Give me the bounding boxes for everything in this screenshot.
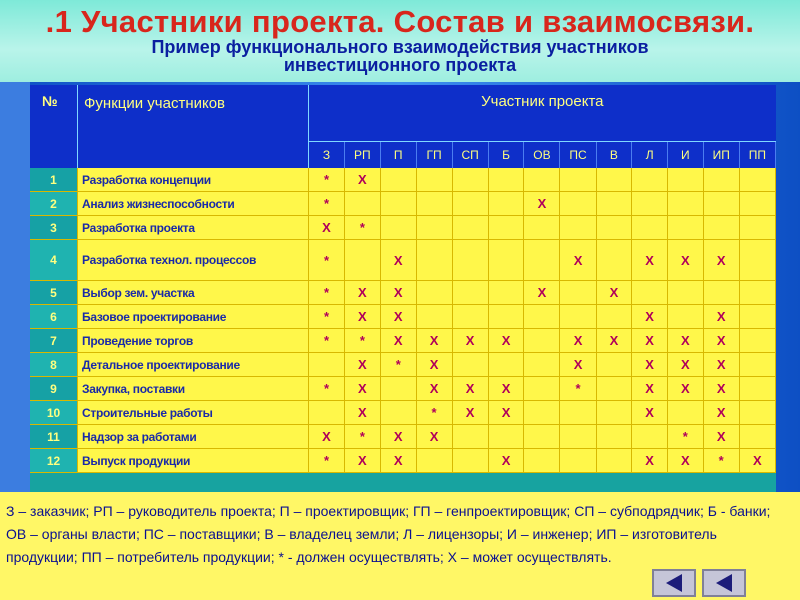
role-cell xyxy=(452,353,488,377)
role-cell xyxy=(452,305,488,329)
role-cell: Х xyxy=(703,329,739,353)
role-cell: Х xyxy=(452,401,488,425)
row-number: 12 xyxy=(30,449,78,473)
role-cell xyxy=(488,240,524,281)
role-cell xyxy=(739,353,775,377)
role-cell: Х xyxy=(632,329,668,353)
role-cell xyxy=(524,216,560,240)
role-cell xyxy=(452,192,488,216)
table-row xyxy=(30,401,776,425)
role-cell: Х xyxy=(703,240,739,281)
role-cell: * xyxy=(309,168,345,192)
role-cell: Х xyxy=(667,240,703,281)
role-cell: Х xyxy=(380,240,416,281)
role-cell: Х xyxy=(344,305,380,329)
role-cell xyxy=(452,240,488,281)
role-cell: * xyxy=(344,425,380,449)
role-cell: Х xyxy=(739,449,775,473)
role-cell xyxy=(739,216,775,240)
table-header-row xyxy=(30,85,776,142)
participant-code: В xyxy=(596,142,632,169)
role-cell: Х xyxy=(416,353,452,377)
role-cell: Х xyxy=(344,377,380,401)
role-cell: Х xyxy=(703,353,739,377)
row-number: 2 xyxy=(30,192,78,216)
table-row xyxy=(30,240,776,281)
role-cell: Х xyxy=(667,329,703,353)
role-cell xyxy=(667,401,703,425)
role-cell: Х xyxy=(632,305,668,329)
role-cell: Х xyxy=(488,449,524,473)
row-function: Закупка, поставки xyxy=(78,377,309,401)
participants-table-wrap xyxy=(30,85,776,495)
role-cell: Х xyxy=(632,240,668,281)
table-row xyxy=(30,168,776,192)
role-cell xyxy=(452,216,488,240)
role-cell: Х xyxy=(416,425,452,449)
role-cell: Х xyxy=(488,329,524,353)
participant-code: ОВ xyxy=(524,142,560,169)
role-cell xyxy=(667,216,703,240)
participant-code: И xyxy=(667,142,703,169)
role-cell: Х xyxy=(667,377,703,401)
role-cell xyxy=(596,305,632,329)
participant-code: П xyxy=(380,142,416,169)
header-num: № xyxy=(30,85,78,168)
role-cell: Х xyxy=(632,401,668,425)
role-cell xyxy=(560,168,596,192)
role-cell xyxy=(703,216,739,240)
role-cell: Х xyxy=(416,329,452,353)
table-row xyxy=(30,216,776,240)
role-cell: Х xyxy=(344,281,380,305)
role-cell xyxy=(632,192,668,216)
table-row xyxy=(30,305,776,329)
role-cell: Х xyxy=(380,281,416,305)
role-cell: Х xyxy=(380,425,416,449)
role-cell: Х xyxy=(524,281,560,305)
role-cell xyxy=(416,168,452,192)
role-cell: Х xyxy=(309,216,345,240)
role-cell xyxy=(739,425,775,449)
role-cell xyxy=(739,192,775,216)
table-row xyxy=(30,425,776,449)
role-cell xyxy=(596,377,632,401)
role-cell: Х xyxy=(380,305,416,329)
participant-code: СП xyxy=(452,142,488,169)
role-cell xyxy=(632,168,668,192)
role-cell xyxy=(560,192,596,216)
role-cell: Х xyxy=(380,329,416,353)
role-cell: Х xyxy=(560,329,596,353)
role-cell: Х xyxy=(344,401,380,425)
role-cell xyxy=(488,281,524,305)
row-number: 4 xyxy=(30,240,78,281)
row-function: Детальное проектирование xyxy=(78,353,309,377)
table-row xyxy=(30,377,776,401)
role-cell xyxy=(632,281,668,305)
role-cell: * xyxy=(703,449,739,473)
row-function: Надзор за работами xyxy=(78,425,309,449)
participant-code: ИП xyxy=(703,142,739,169)
role-cell xyxy=(739,240,775,281)
role-cell: * xyxy=(344,329,380,353)
row-function: Строительные работы xyxy=(78,401,309,425)
role-cell: * xyxy=(309,240,345,281)
role-cell: Х xyxy=(344,168,380,192)
role-cell xyxy=(524,425,560,449)
slide-subtitle xyxy=(0,38,800,74)
role-cell xyxy=(416,449,452,473)
role-cell xyxy=(524,401,560,425)
role-cell: * xyxy=(667,425,703,449)
role-cell xyxy=(560,425,596,449)
forward-arrow-icon xyxy=(704,571,744,595)
row-function: Разработка концепции xyxy=(78,168,309,192)
table-row xyxy=(30,281,776,305)
role-cell: Х xyxy=(596,329,632,353)
role-cell xyxy=(596,216,632,240)
role-cell: * xyxy=(560,377,596,401)
role-cell: Х xyxy=(632,353,668,377)
row-function: Выпуск продукции xyxy=(78,449,309,473)
role-cell xyxy=(380,377,416,401)
role-cell: Х xyxy=(344,353,380,377)
role-cell: Х xyxy=(560,353,596,377)
next-slide-button[interactable] xyxy=(702,569,746,597)
row-number: 8 xyxy=(30,353,78,377)
role-cell xyxy=(309,353,345,377)
role-cell xyxy=(596,425,632,449)
prev-slide-button[interactable] xyxy=(652,569,696,597)
role-cell: * xyxy=(309,305,345,329)
row-function: Проведение торгов xyxy=(78,329,309,353)
role-cell xyxy=(560,216,596,240)
role-cell xyxy=(524,168,560,192)
role-cell xyxy=(524,377,560,401)
role-cell xyxy=(560,449,596,473)
row-function: Разработка проекта xyxy=(78,216,309,240)
role-cell xyxy=(524,329,560,353)
role-cell xyxy=(488,192,524,216)
row-number: 6 xyxy=(30,305,78,329)
role-cell xyxy=(739,168,775,192)
role-cell xyxy=(596,353,632,377)
role-cell xyxy=(488,425,524,449)
left-strip xyxy=(0,82,30,492)
row-number: 7 xyxy=(30,329,78,353)
role-cell xyxy=(344,240,380,281)
subtitle-line-2: инвестиционного проекта xyxy=(283,55,517,75)
role-cell xyxy=(739,401,775,425)
role-cell xyxy=(596,449,632,473)
role-cell xyxy=(452,281,488,305)
role-cell xyxy=(667,192,703,216)
role-cell xyxy=(416,216,452,240)
table-row xyxy=(30,329,776,353)
role-cell xyxy=(309,401,345,425)
role-cell: Х xyxy=(703,377,739,401)
role-cell: Х xyxy=(524,192,560,216)
role-cell: * xyxy=(309,281,345,305)
role-cell: * xyxy=(380,353,416,377)
role-cell: Х xyxy=(452,377,488,401)
role-cell: Х xyxy=(380,449,416,473)
role-cell xyxy=(739,329,775,353)
table-row xyxy=(30,192,776,216)
role-cell xyxy=(416,192,452,216)
role-cell: * xyxy=(309,377,345,401)
role-cell xyxy=(452,449,488,473)
role-cell xyxy=(739,281,775,305)
role-cell: Х xyxy=(596,281,632,305)
role-cell: Х xyxy=(703,305,739,329)
role-cell: * xyxy=(309,192,345,216)
role-cell xyxy=(488,305,524,329)
role-cell: * xyxy=(309,449,345,473)
role-cell xyxy=(560,281,596,305)
role-cell: * xyxy=(344,216,380,240)
row-function: Анализ жизнеспособности xyxy=(78,192,309,216)
role-cell: Х xyxy=(560,240,596,281)
role-cell xyxy=(488,216,524,240)
role-cell xyxy=(380,168,416,192)
role-cell xyxy=(416,305,452,329)
role-cell: * xyxy=(416,401,452,425)
role-cell: Х xyxy=(344,449,380,473)
role-cell: Х xyxy=(416,377,452,401)
participant-code: З xyxy=(309,142,345,169)
role-cell xyxy=(488,353,524,377)
row-function: Разработка технол. процессов xyxy=(78,240,309,281)
role-cell xyxy=(380,216,416,240)
row-function: Выбор зем. участка xyxy=(78,281,309,305)
role-cell xyxy=(667,281,703,305)
participant-code: ПП xyxy=(739,142,775,169)
role-cell xyxy=(524,449,560,473)
row-function: Базовое проектирование xyxy=(78,305,309,329)
row-number: 10 xyxy=(30,401,78,425)
table-row xyxy=(30,449,776,473)
role-cell xyxy=(560,305,596,329)
role-cell xyxy=(560,401,596,425)
role-cell: Х xyxy=(703,401,739,425)
role-cell xyxy=(416,240,452,281)
role-cell xyxy=(452,425,488,449)
table-row xyxy=(30,353,776,377)
role-cell: * xyxy=(309,329,345,353)
role-cell xyxy=(452,168,488,192)
participant-code: Л xyxy=(632,142,668,169)
role-cell: Х xyxy=(632,377,668,401)
participant-code: Б xyxy=(488,142,524,169)
role-cell xyxy=(524,353,560,377)
subtitle-line-1: Пример функционального взаимодействия участников xyxy=(151,37,649,57)
slide-header xyxy=(0,0,800,82)
header-functions: Функции участников xyxy=(78,85,309,168)
role-cell xyxy=(344,192,380,216)
role-cell xyxy=(632,425,668,449)
row-number: 11 xyxy=(30,425,78,449)
role-cell: Х xyxy=(703,425,739,449)
role-cell: Х xyxy=(488,377,524,401)
row-number: 1 xyxy=(30,168,78,192)
back-arrow-icon xyxy=(654,571,694,595)
role-cell xyxy=(703,168,739,192)
role-cell xyxy=(524,305,560,329)
role-cell xyxy=(703,192,739,216)
role-cell: Х xyxy=(667,449,703,473)
role-cell xyxy=(416,281,452,305)
participant-code: РП xyxy=(344,142,380,169)
role-cell xyxy=(596,168,632,192)
legend-text: З – заказчик; РП – руководитель проекта; П – проектировщик; ГП – генпроектировщик; СП – субподрядчик; Б - банки; ОВ – органы власти; ПС – поставщики; В – владелец земли; Л – лицензоры; И – инженер; ИП – изготовитель продукции; ПП – потребитель продукции; * - должен осуществлять; Х – может осуществлять. xyxy=(6,503,771,565)
role-cell: Х xyxy=(452,329,488,353)
role-cell xyxy=(380,192,416,216)
participants-table xyxy=(30,85,776,473)
role-cell xyxy=(488,168,524,192)
role-cell xyxy=(632,216,668,240)
role-cell xyxy=(703,281,739,305)
role-cell xyxy=(667,168,703,192)
role-cell xyxy=(596,240,632,281)
slide-title: .1 Участники проекта. Состав и взаимосвязи. xyxy=(45,4,755,39)
row-number: 9 xyxy=(30,377,78,401)
role-cell xyxy=(380,401,416,425)
role-cell xyxy=(739,377,775,401)
header-participants: Участник проекта xyxy=(309,85,776,142)
role-cell xyxy=(596,192,632,216)
role-cell: Х xyxy=(632,449,668,473)
role-cell: Х xyxy=(488,401,524,425)
role-cell: Х xyxy=(667,353,703,377)
role-cell xyxy=(524,240,560,281)
participant-code: ГП xyxy=(416,142,452,169)
participant-code: ПС xyxy=(560,142,596,169)
role-cell xyxy=(667,305,703,329)
role-cell: Х xyxy=(309,425,345,449)
row-number: 3 xyxy=(30,216,78,240)
row-number: 5 xyxy=(30,281,78,305)
role-cell xyxy=(596,401,632,425)
role-cell xyxy=(739,305,775,329)
